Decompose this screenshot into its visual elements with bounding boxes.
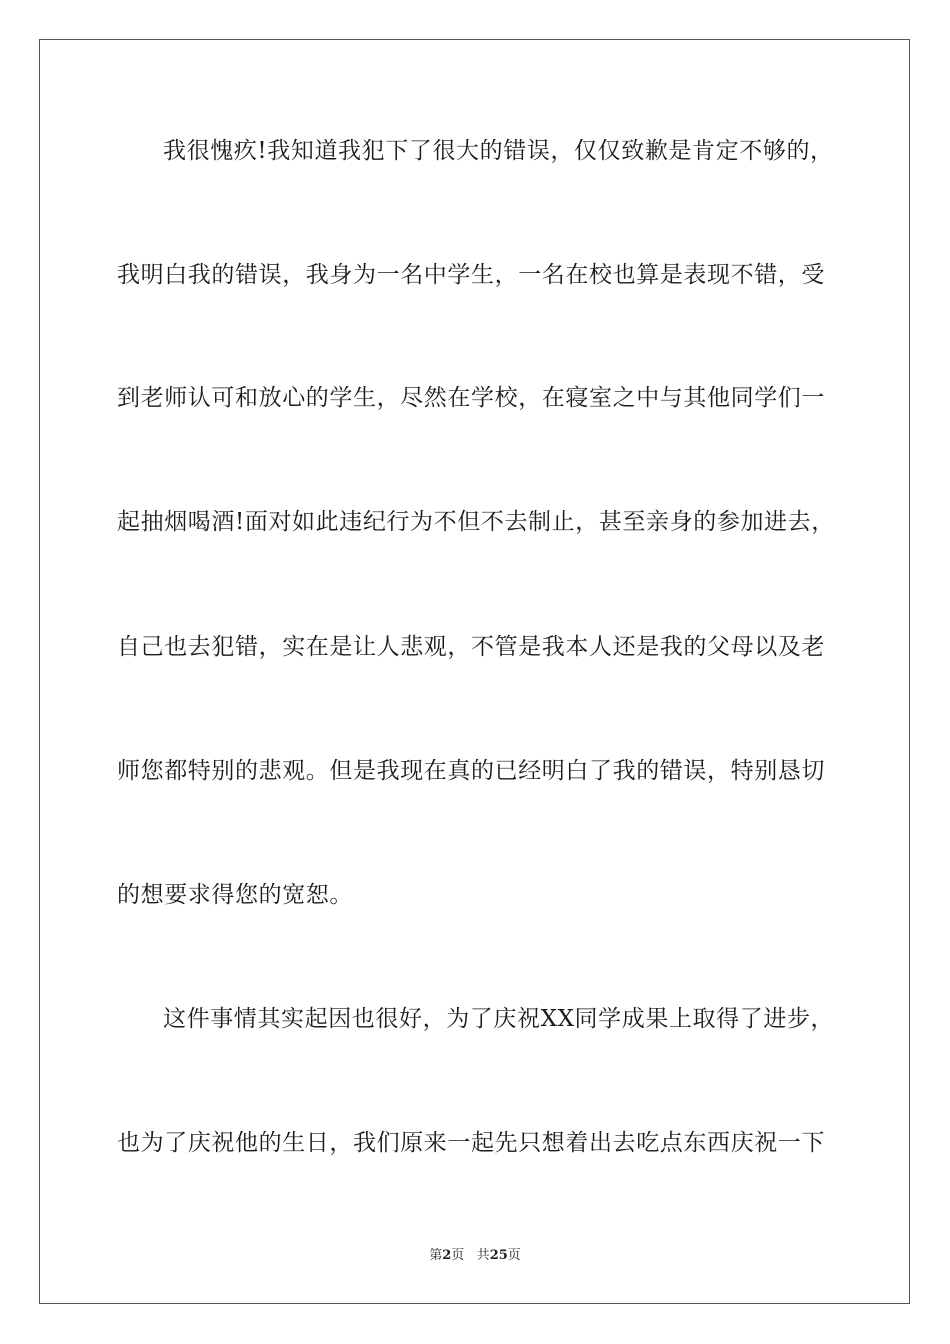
page-prefix: 第 [429,1248,443,1263]
total-pages: 25 [489,1248,508,1263]
page-border [39,39,910,1304]
total-suffix: 页 [507,1248,521,1263]
paragraph-1-line-7: 的想要求得您的宽恕。 [117,882,353,908]
paragraph-1-line-3: 到老师认可和放心的学生，尽然在学校，在寝室之中与其他同学们一 [117,385,825,411]
paragraph-1-line-2: 我明白我的错误，我身为一名中学生，一名在校也算是表现不错，受 [117,262,825,288]
paragraph-2-line-1: 这件事情其实起因也很好，为了庆祝XX同学成果上取得了进步， [163,1006,835,1032]
page-footer [0,1248,950,1264]
total-prefix: 共 [476,1248,490,1263]
paragraph-1-line-4: 起抽烟喝酒!面对如此违纪行为不但不去制止，甚至亲身的参加进去， [117,509,835,535]
paragraph-1-line-5: 自己也去犯错，实在是让人悲观，不管是我本人还是我的父母以及老 [117,634,825,660]
page-number: 2 [442,1248,452,1263]
paragraph-1-line-6: 师您都特别的悲观。但是我现在真的已经明白了我的错误，特别恳切 [117,758,825,784]
page-suffix: 页 [451,1248,465,1263]
paragraph-1-line-1: 我很愧疚!我知道我犯下了很大的错误，仅仅致歉是肯定不够的， [163,138,834,164]
paragraph-2-line-2: 也为了庆祝他的生日，我们原来一起先只想着出去吃点东西庆祝一下 [117,1130,825,1156]
